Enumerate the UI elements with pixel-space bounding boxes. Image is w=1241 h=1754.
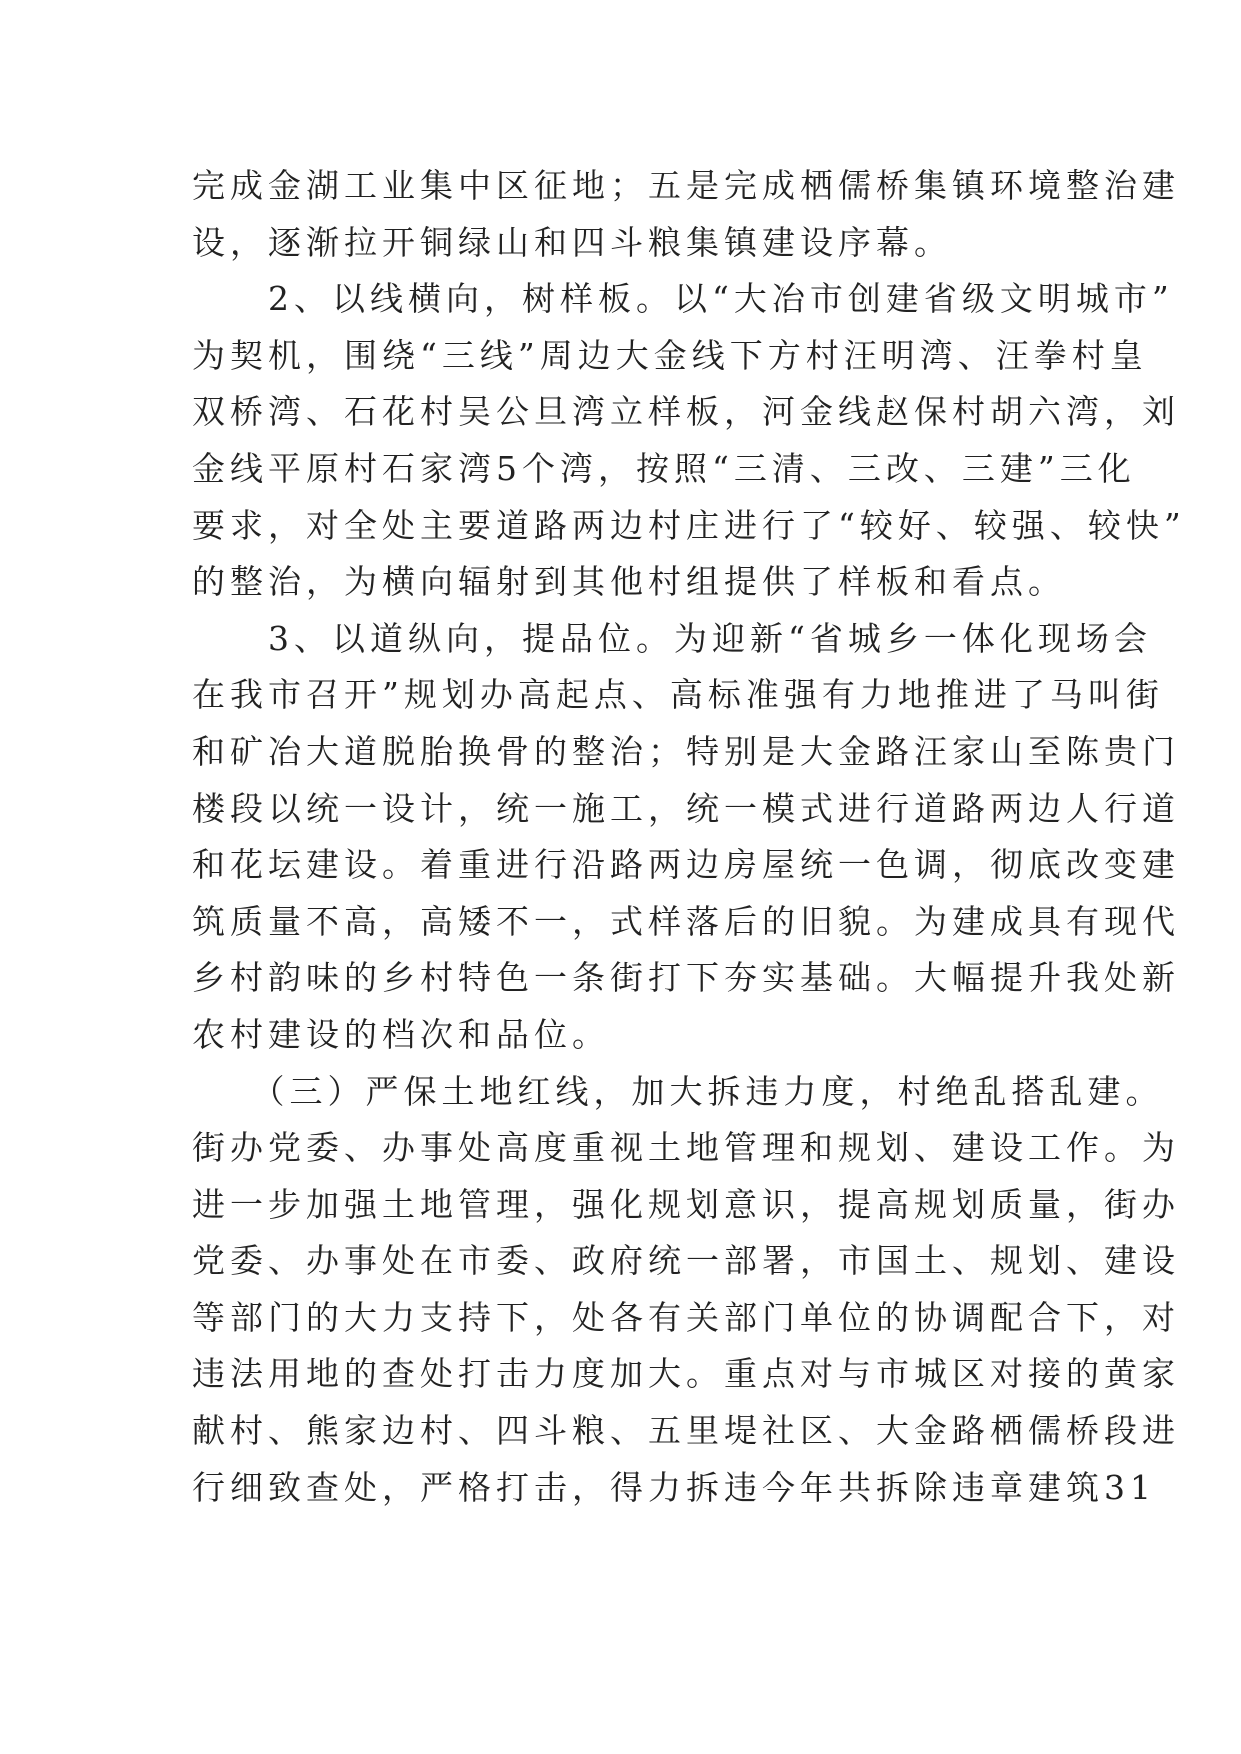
text-line: 金线平原村石家湾5个湾，按照“三清、三改、三建”三化 [192,448,1136,488]
text-line: 筑质量不高，高矮不一，式样落后的旧貌。为建成具有现代 [192,901,1180,941]
text-line: 2、以线横向，树样板。以“大冶市创建省级文明城市” [192,279,1174,319]
text-line: 等部门的大力支持下，处各有关部门单位的协调配合下，对 [192,1297,1180,1337]
text-line: 楼段以统一设计，统一施工，统一模式进行道路两边人行道 [192,788,1180,828]
text-line: 3、以道纵向，提品位。为迎新“省城乡一体化现场会 [192,618,1152,658]
text-line: 街办党委、办事处高度重视土地管理和规划、建设工作。为 [192,1128,1180,1168]
text-line: 为契机，围绕“三线”周边大金线下方村汪明湾、汪拳村皇 [192,335,1148,375]
text-line: 行细致查处，严格打击，得力拆违今年共拆除违章建筑31 [192,1467,1156,1507]
text-line: 乡村韵味的乡村特色一条街打下夯实基础。大幅提升我处新 [192,958,1180,998]
text-line: 和花坛建设。着重进行沿路两边房屋统一色调，彻底改变建 [192,845,1180,885]
text-line: 党委、办事处在市委、政府统一部署，市国土、规划、建设 [192,1241,1180,1281]
text-line: 违法用地的查处打击力度加大。重点对与市城区对接的黄家 [192,1354,1180,1394]
text-line: 设，逐渐拉开铜绿山和四斗粮集镇建设序幕。 [192,222,952,262]
text-line: （三）严保土地红线，加大拆违力度，村绝乱搭乱建。 [192,1071,1164,1111]
text-line: 和矿冶大道脱胎换骨的整治；特别是大金路汪家山至陈贵门 [192,731,1180,771]
text-line: 农村建设的档次和品位。 [192,1014,610,1054]
text-line: 双桥湾、石花村吴公旦湾立样板，河金线赵保村胡六湾，刘 [192,392,1180,432]
text-line: 的整治，为横向辐射到其他村组提供了样板和看点。 [192,562,1066,602]
text-line: 献村、熊家边村、四斗粮、五里堤社区、大金路栖儒桥段进 [192,1411,1180,1451]
document-body [192,158,1186,1516]
text-line: 完成金湖工业集中区征地；五是完成栖儒桥集镇环境整治建 [192,166,1180,205]
text-line: 要求，对全处主要道路两边村庄进行了“较好、较强、较快” [192,505,1186,545]
text-line: 进一步加强土地管理，强化规划意识，提高规划质量，街办 [192,1184,1180,1224]
text-line: 在我市召开”规划办高起点、高标准强有力地推进了马叫街 [192,675,1164,715]
